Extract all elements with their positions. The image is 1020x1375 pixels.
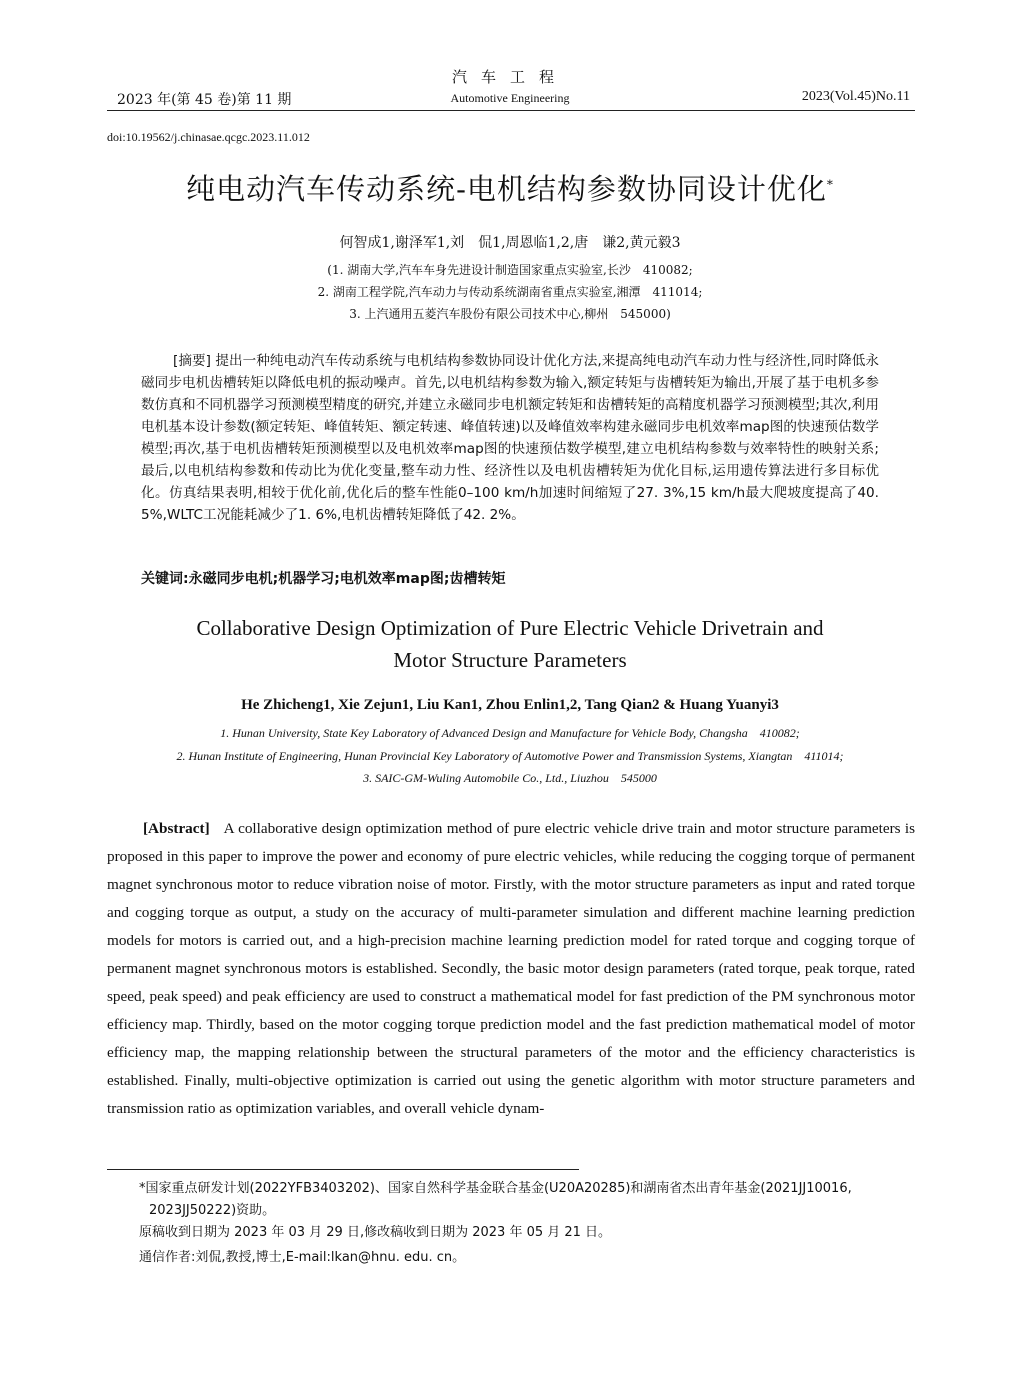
- footnote-received: 原稿收到日期为 2023 年 03 月 29 日,修改稿收到日期为 2023 年 05 月 21 日。: [139, 1225, 612, 1240]
- affiliation-en-2: 2. Hunan Institute of Engineering, Hunan Provincial Key Laboratory of Automotive Power and Transmission Systems, Xiangtan 411014;: [176, 749, 844, 763]
- authors-en: He Zhicheng1, Xie Zejun1, Liu Kan1, Zhou Enlin1,2, Tang Qian2 & Huang Yuanyi3: [241, 697, 779, 713]
- title-en-line-2: Motor Structure Parameters: [393, 648, 627, 672]
- affiliation-cn-1: (1. 湖南大学,汽车车身先进设计制造国家重点实验室,长沙 410082;: [327, 263, 693, 277]
- journal-name-cn: 汽车工程: [451, 68, 568, 86]
- issue-info-cn: 2023 年(第 45 卷)第 11 期: [117, 92, 292, 108]
- title-cn-footnote-mark: *: [826, 177, 834, 192]
- footnote-corresponding: 通信作者:刘侃,教授,博士,E-mail:lkan@hnu. edu. cn。: [139, 1250, 466, 1265]
- title-en-line-1: Collaborative Design Optimization of Pure Electric Vehicle Drivetrain and: [196, 616, 824, 640]
- affiliation-cn-2: 2. 湖南工程学院,汽车动力与传动系统湖南省重点实验室,湘潭 411014;: [317, 285, 703, 299]
- abstract-en: [107, 815, 915, 1123]
- authors-cn: 何智成1,谢泽军1,刘 侃1,周恩临1,2,唐 谦2,黄元毅3: [339, 235, 681, 251]
- journal-name-en: Automotive Engineering: [450, 91, 570, 105]
- affiliation-en-3: 3. SAIC-GM-Wuling Automobile Co., Ltd., Liuzhou 545000: [363, 771, 657, 785]
- doi: doi:10.19562/j.chinasae.qcgc.2023.11.012: [107, 130, 310, 144]
- keywords-cn: 关键词:永磁同步电机;机器学习;电机效率map图;齿槽转矩: [141, 571, 506, 587]
- footnote-rule: [107, 1169, 579, 1170]
- footnote-funding-line-1: *国家重点研发计划(2022YFB3403202)、国家自然科学基金联合基金(U20A20285)和湖南省杰出青年基金(2021JJ10016,: [139, 1181, 852, 1196]
- abstract-en-label: [Abstract]: [143, 820, 210, 837]
- title-cn: [0, 167, 1020, 208]
- abstract-en-body: A collaborative design optimization method of pure electric vehicle drive train and motor structure parameters is proposed in this paper to improve the power and economy of pure electric vehicles, while reducing the cogging torque of permanent magnet synchronous motor to reduce vibration noise of motor. Firstly, with the motor structure parameters as input and rated torque and cogging torque as output, a study on the accuracy of multi-parameter simulation and different machine learning prediction models for motors is carried out, and a high-precision machine learning prediction model for rated torque and cogging torque of permanent magnet synchronous motors is established. Secondly, the basic motor design parameters (rated torque, peak torque, rated speed, peak speed) and peak efficiency are used to construct a mathematical model for fast prediction of the PM synchronous motor efficiency map. Thirdly, based on the motor cogging torque prediction model and the fast prediction mathematical model of motor efficiency map, the mapping relationship between the structural parameters of the motor and the efficiency characteristics is established. Finally, multi-objective optimization is carried out using the genetic algorithm with motor structure parameters and transmission ratio as optimization variables, and overall vehicle dynam-: [107, 820, 915, 1117]
- abstract-cn: [141, 350, 879, 526]
- abstract-cn-body: 提出一种纯电动汽车传动系统与电机结构参数协同设计优化方法,来提高纯电动汽车动力性与经济性,同时降低永磁同步电机齿槽转矩以降低电机的振动噪声。首先,以电机结构参数为输入,额定转矩与齿槽转矩为输出,开展了基于电机多参数仿真和不同机器学习预测模型精度的研究,并建立永磁同步电机额定转矩和齿槽转矩的高精度机器学习预测模型;其次,利用电机基本设计参数(额定转矩、峰值转矩、额定转速、峰值转速)以及峰值效率构建永磁同步电机效率map图的快速预估数学模型;再次,基于电机齿槽转矩预测模型以及电机效率map图的快速预估数学模型,建立电机结构参数与效率特性的映射关系;最后,以电机结构参数和传动比为优化变量,整车动力性、经济性以及电机齿槽转矩为优化目标,运用遗传算法进行多目标优化。仿真结果表明,相较于优化前,优化后的整车性能0–100 km/h加速时间缩短了27. 3%,15 km/h最大爬坡度提高了40. 5%,WLTC工况能耗减少了1. 6%,电机齿槽转矩降低了42. 2%。: [141, 353, 879, 523]
- issue-info-en: 2023(Vol.45)No.11: [801, 89, 910, 104]
- footnote-funding-line-2: 2023JJ50222)资助。: [149, 1203, 276, 1218]
- footnote-funding: [139, 1178, 915, 1222]
- abstract-cn-label: [摘要]: [173, 353, 211, 369]
- title-en: [0, 612, 1020, 676]
- title-cn-text: 纯电动汽车传动系统-电机结构参数协同设计优化: [186, 172, 827, 206]
- header-rule: [107, 110, 915, 111]
- affiliation-en-1: 1. Hunan University, State Key Laboratory of Advanced Design and Manufacture for Vehicle Body, Changsha 410082;: [220, 726, 800, 740]
- affiliation-cn-3: 3. 上汽通用五菱汽车股份有限公司技术中心,柳州 545000): [349, 307, 671, 321]
